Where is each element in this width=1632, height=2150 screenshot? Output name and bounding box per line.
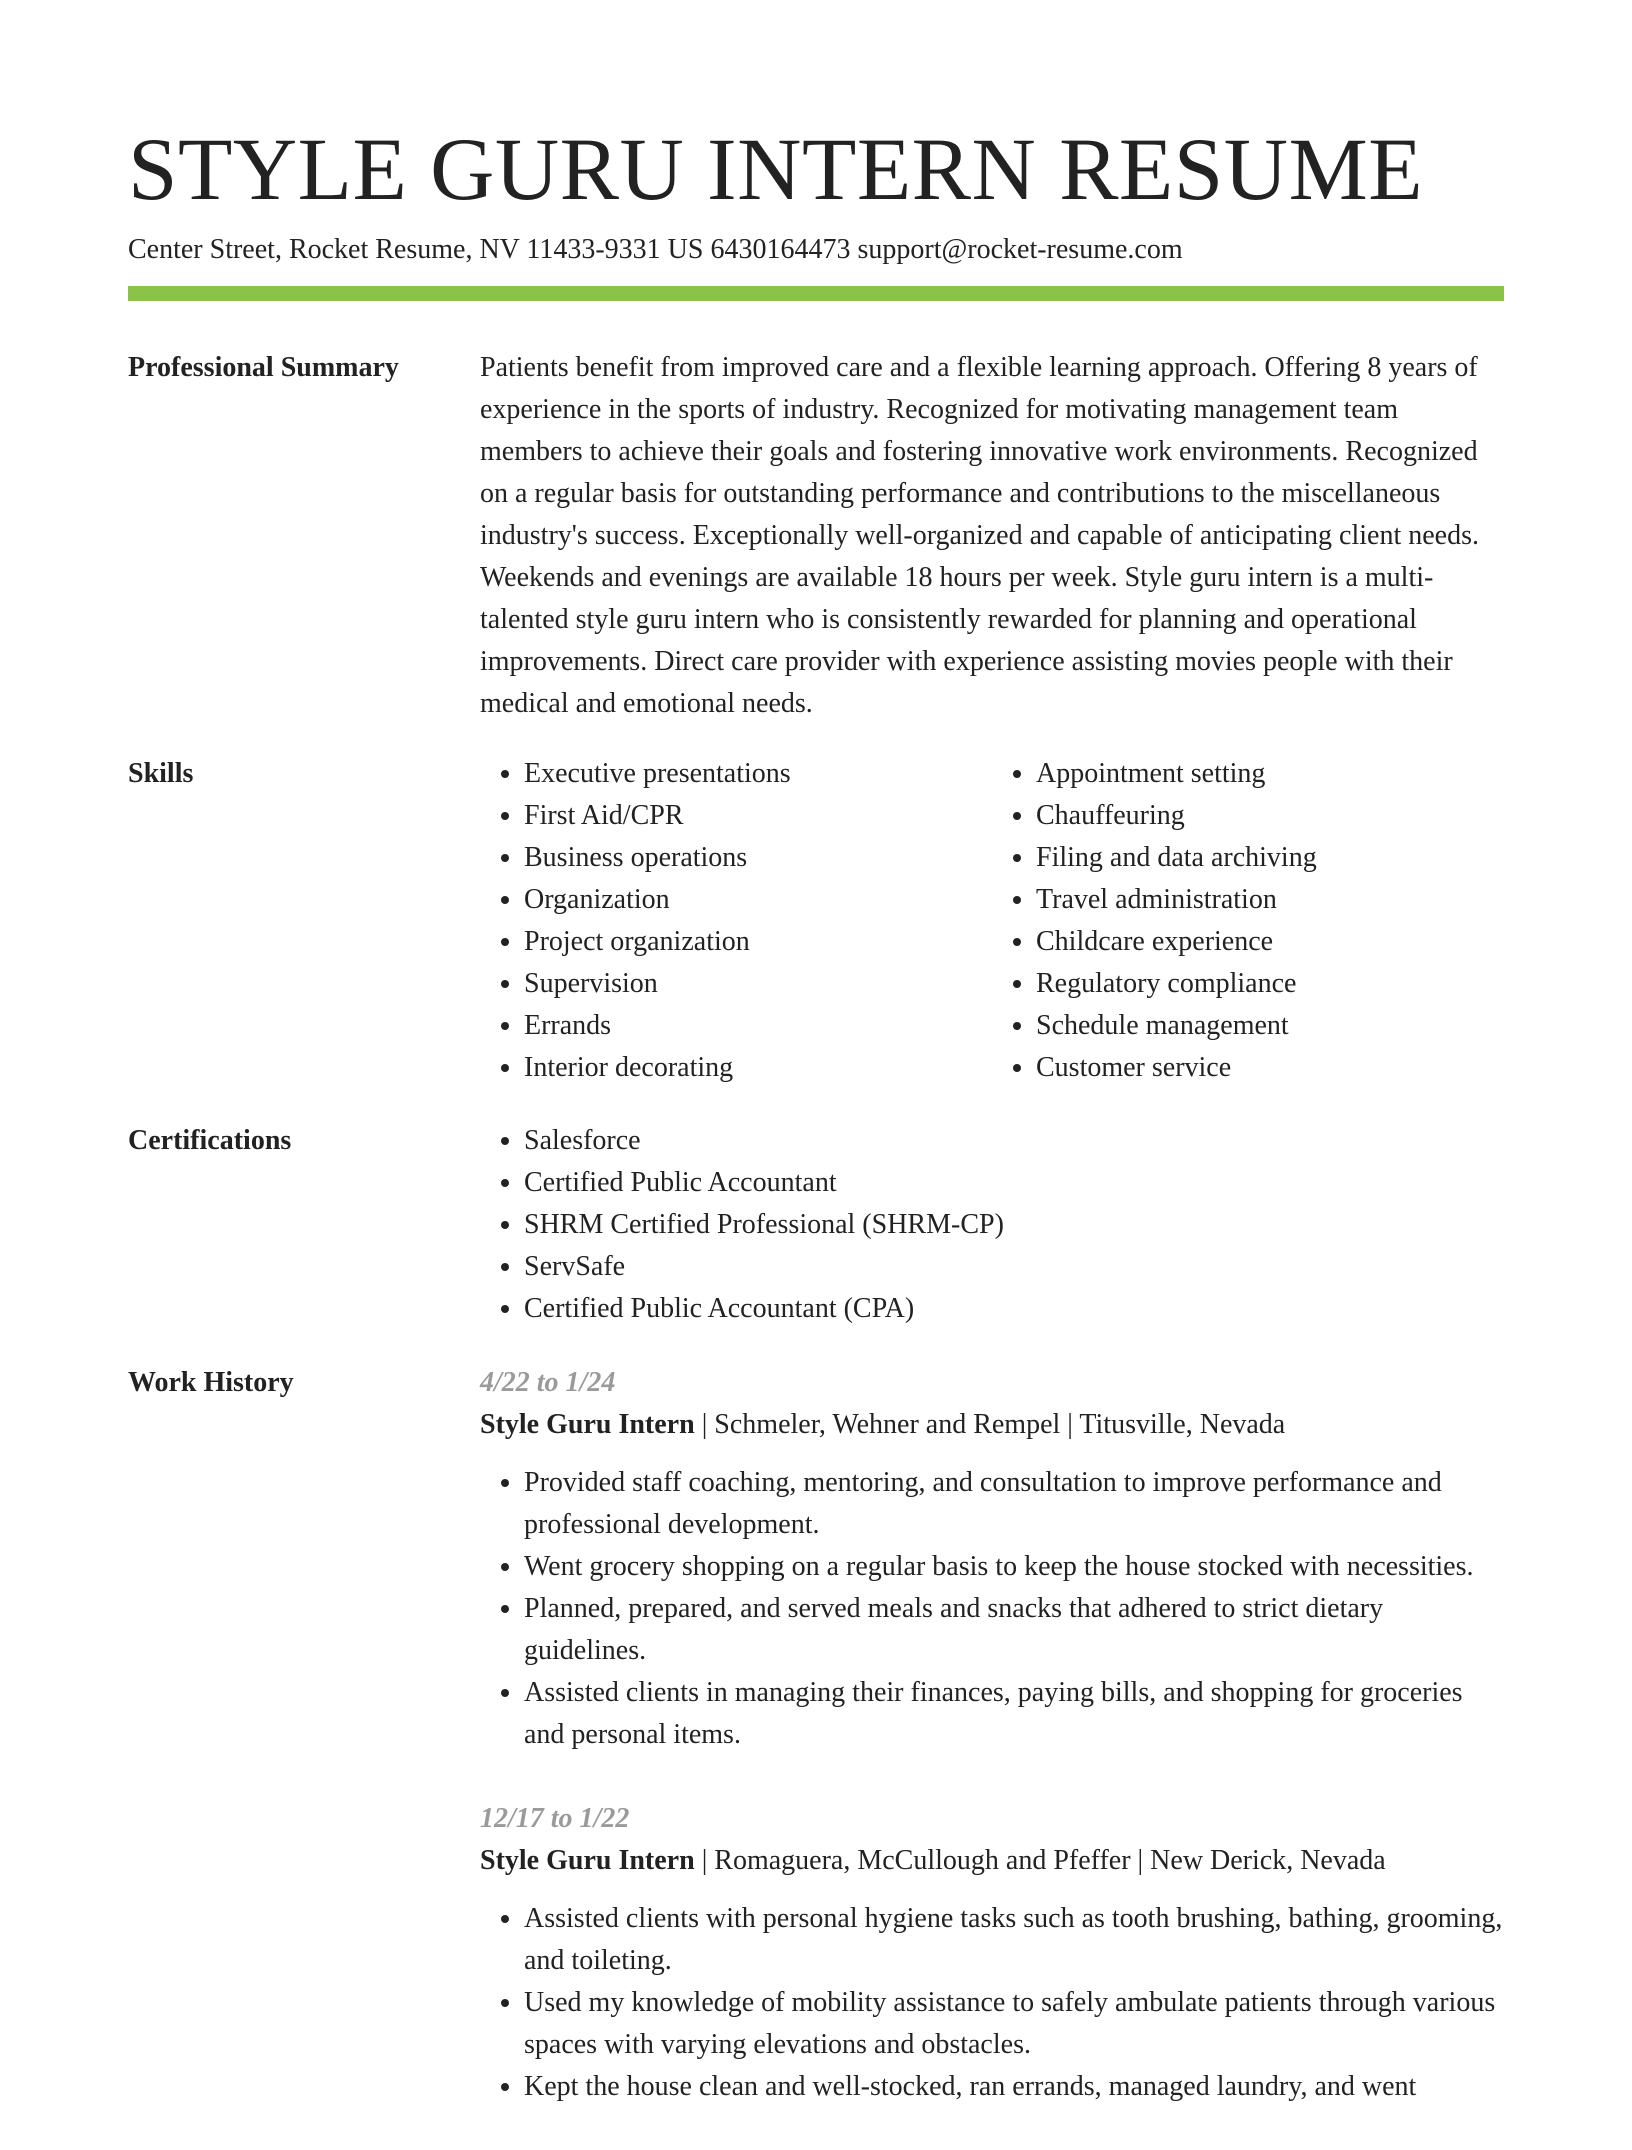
list-item: • Errands: [524, 1005, 992, 1047]
skills-list-left: [480, 753, 992, 1089]
list-item: • SHRM Certified Professional (SHRM-CP): [524, 1204, 1504, 1246]
list-item: • Customer service: [1036, 1047, 1504, 1089]
job-entry: [480, 1362, 1504, 1756]
list-item: • Certified Public Accountant: [524, 1162, 1504, 1204]
job-duties: [480, 1898, 1504, 2108]
list-item: • Planned, prepared, and served meals and snacks that adhered to strict dietary guidelines.: [524, 1588, 1504, 1672]
list-item: • Filing and data archiving: [1036, 837, 1504, 879]
summary-text: Patients benefit from improved care and a flexible learning approach. Offering 8 years of experience in the sports of industry. Recognized for motivating management team members to achieve their goals and fostering innovative work environments. Recognized on a regular basis for outstanding performance and contributions to the miscellaneous industry's success. Exceptionally well-organized and capable of anticipating client needs. Weekends and evenings are available 18 hours per week. Style guru intern is a multi-talented style guru intern who is consistently rewarded for planning and operational improvements. Direct care provider with experience assisting movies people with their medical and emotional needs.: [480, 352, 1479, 719]
list-item: • Salesforce: [524, 1120, 1504, 1162]
job-date: 12/17 to 1/22: [480, 1803, 630, 1834]
list-item: • Regulatory compliance: [1036, 963, 1504, 1005]
job-heading: [480, 1840, 1504, 1882]
job-date: 4/22 to 1/24: [480, 1367, 616, 1398]
job-employer-location: | Romaguera, McCullough and Pfeffer | New Derick, Nevada: [694, 1845, 1386, 1876]
work-history-body: [480, 1362, 1504, 2150]
certifications-list: [480, 1120, 1504, 1330]
list-item: • Interior decorating: [524, 1047, 992, 1089]
job-heading: [480, 1404, 1504, 1446]
list-item: • Travel administration: [1036, 879, 1504, 921]
job-title: Style Guru Intern: [480, 1845, 695, 1876]
certifications-body: [480, 1120, 1504, 1330]
list-item: • Assisted clients in managing their finances, paying bills, and shopping for groceries and personal items.: [524, 1672, 1504, 1756]
list-item: • ServSafe: [524, 1246, 1504, 1288]
list-item: • Appointment setting: [1036, 753, 1504, 795]
list-item: • Project organization: [524, 921, 992, 963]
job-duties: [480, 1462, 1504, 1756]
job-entry: [480, 1798, 1504, 2108]
job-title: Style Guru Intern: [480, 1409, 695, 1440]
header-divider: [128, 286, 1504, 301]
list-item: • Used my knowledge of mobility assistance to safely ambulate patients through various spaces with varying elevations and obstacles.: [524, 1982, 1504, 2066]
summary-body: [480, 347, 1504, 725]
list-item: • Schedule management: [1036, 1005, 1504, 1047]
skills-list-right: [992, 753, 1504, 1089]
list-item: • Assisted clients with personal hygiene tasks such as tooth brushing, bathing, grooming, and toileting.: [524, 1898, 1504, 1982]
job-employer-location: | Schmeler, Wehner and Rempel | Titusville, Nevada: [694, 1409, 1286, 1440]
contact-line: Center Street, Rocket Resume, NV 11433-9331 US 6430164473 support@rocket-resume.com: [128, 234, 1183, 265]
list-item: • Kept the house clean and well-stocked, ran errands, managed laundry, and went: [524, 2066, 1504, 2108]
certifications-heading: Certifications: [128, 1125, 292, 1156]
skills-body: [480, 753, 1504, 1089]
resume-title: STYLE GURU INTERN RESUME: [128, 121, 1424, 219]
list-item: • Childcare experience: [1036, 921, 1504, 963]
list-item: • First Aid/CPR: [524, 795, 992, 837]
list-item: • Provided staff coaching, mentoring, and consultation to improve performance and professional development.: [524, 1462, 1504, 1546]
work-history-heading: Work History: [128, 1367, 294, 1398]
list-item: • Organization: [524, 879, 992, 921]
summary-heading: Professional Summary: [128, 352, 399, 383]
list-item: • Business operations: [524, 837, 992, 879]
list-item: • Supervision: [524, 963, 992, 1005]
list-item: • Certified Public Accountant (CPA): [524, 1288, 1504, 1330]
list-item: • Chauffeuring: [1036, 795, 1504, 837]
skills-heading: Skills: [128, 758, 194, 789]
list-item: • Went grocery shopping on a regular basis to keep the house stocked with necessities.: [524, 1546, 1504, 1588]
list-item: • Executive presentations: [524, 753, 992, 795]
